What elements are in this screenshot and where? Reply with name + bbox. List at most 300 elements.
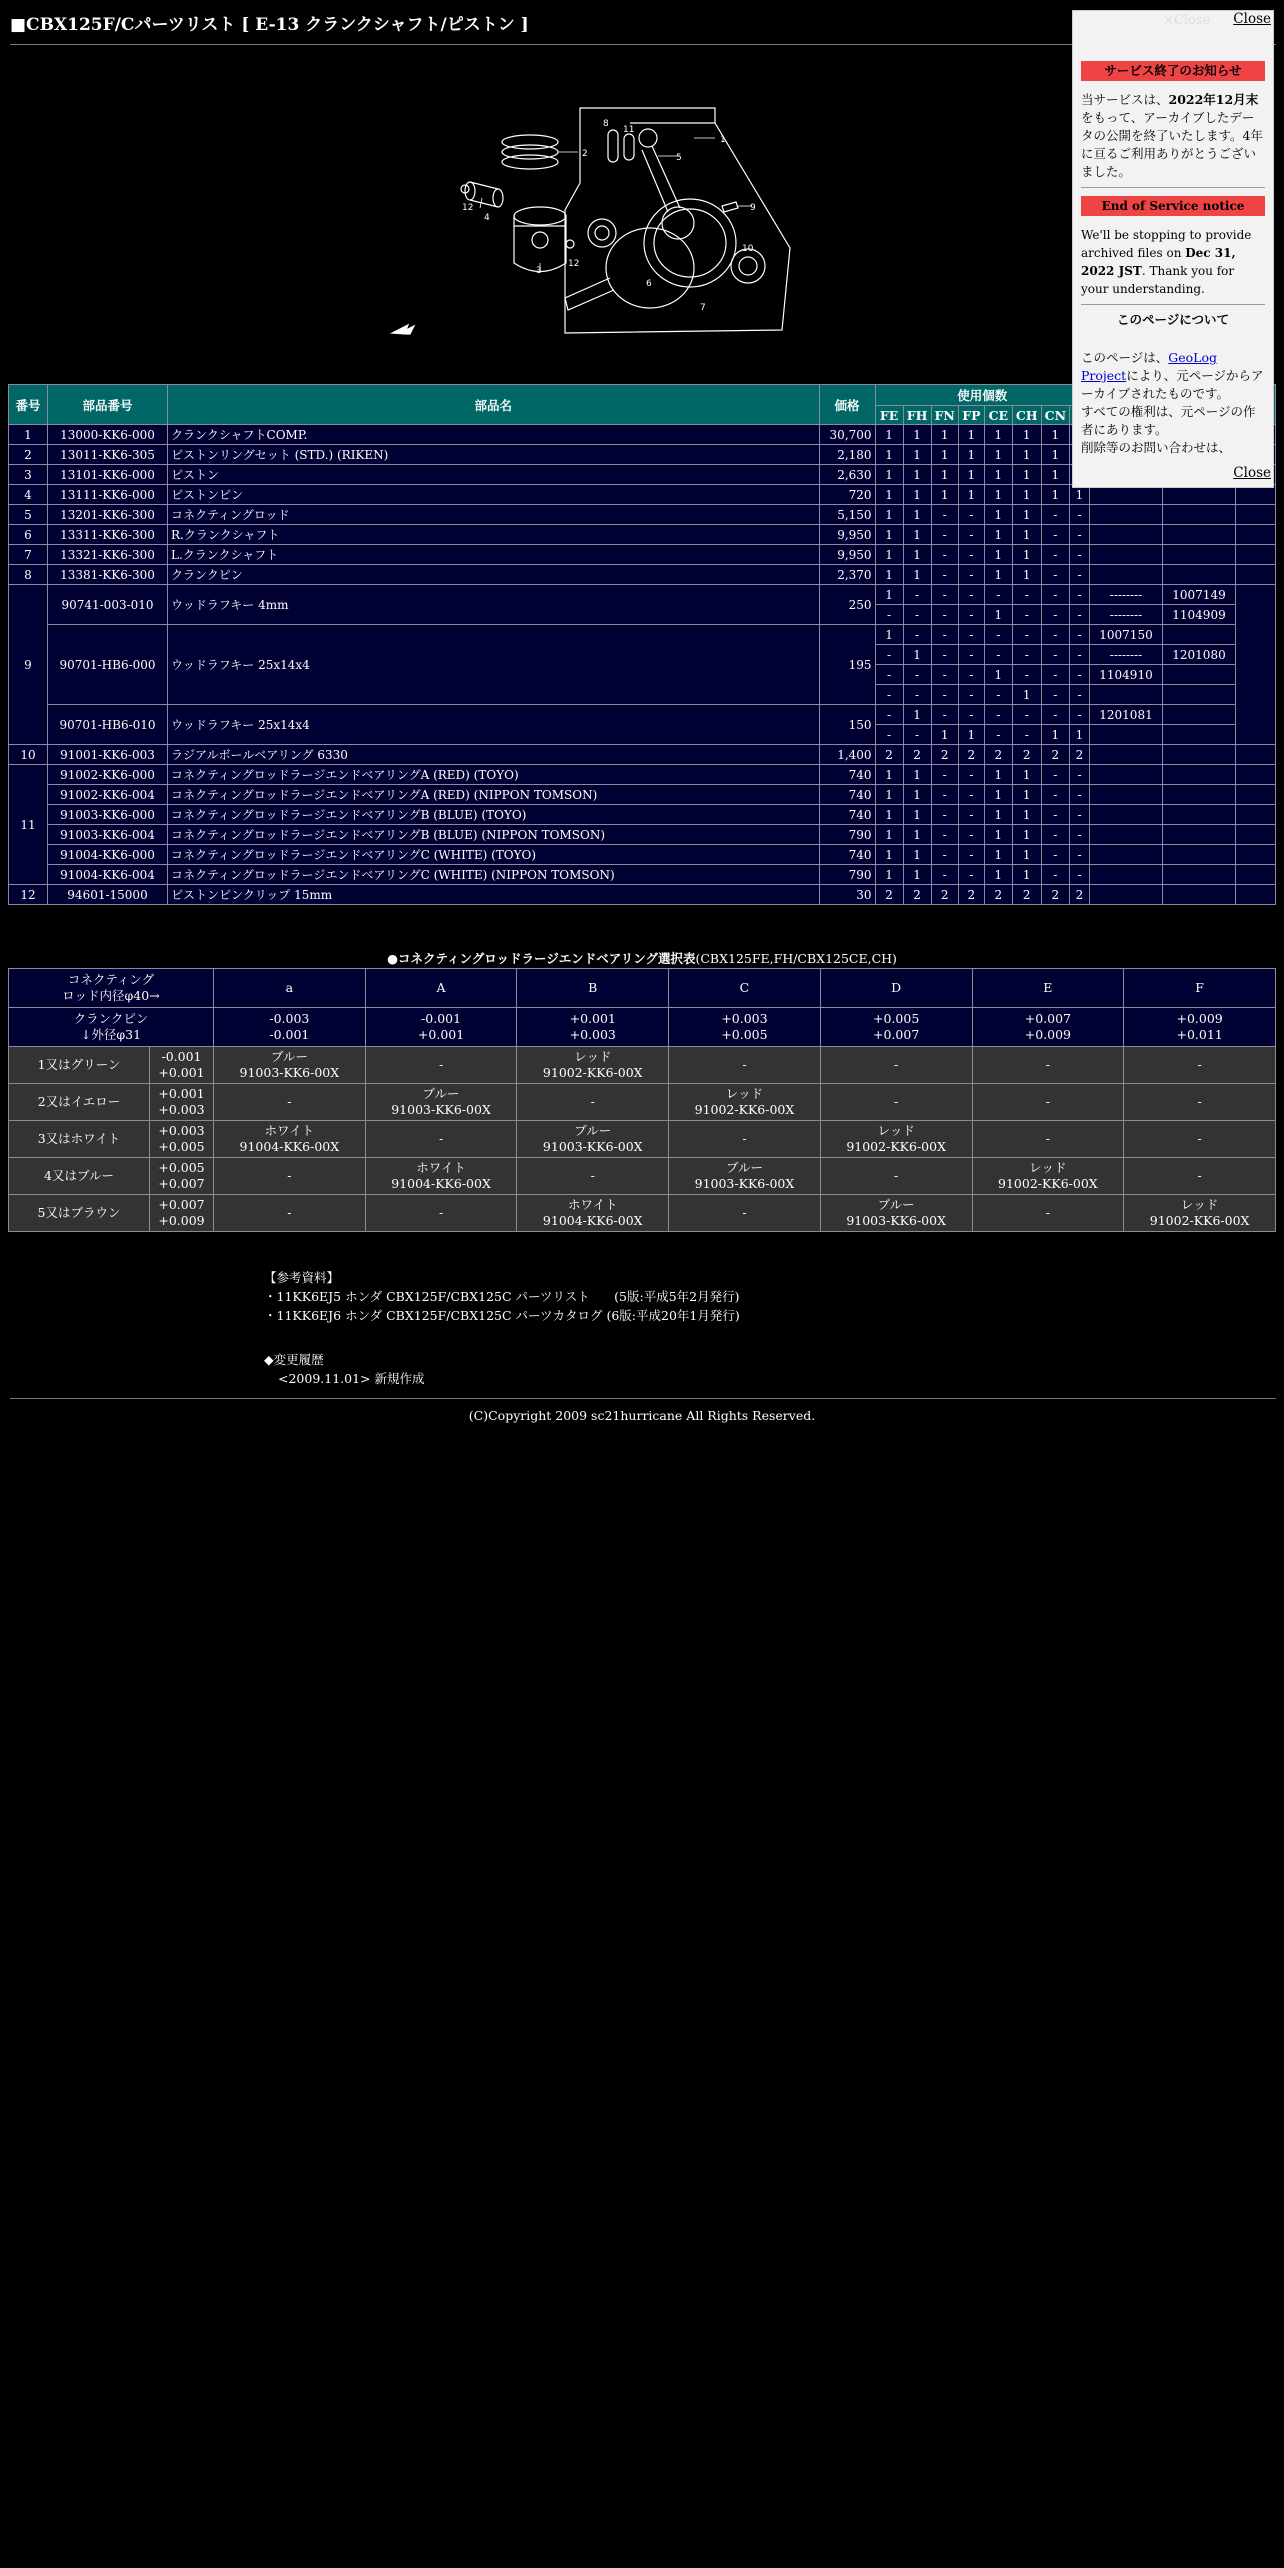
table-row <box>9 525 1276 545</box>
qty-cell: 2 <box>875 885 903 905</box>
remarks <box>1236 765 1276 785</box>
qty-cell: - <box>931 505 958 525</box>
rod-tolerance: +0.003 +0.005 <box>669 1008 821 1047</box>
diagram-label-7: 7 <box>700 303 706 313</box>
part-number: 13311-KK6-300 <box>48 525 168 545</box>
qty-cell: 1 <box>1041 465 1069 485</box>
qty-cell: - <box>1070 625 1090 645</box>
part-name: コネクティングロッド <box>168 505 820 525</box>
header-model-cn: CN <box>1041 406 1069 425</box>
header-usage: 使用個数 <box>875 385 1089 406</box>
serial-to: 1007149 <box>1163 585 1236 605</box>
qty-cell: 2 <box>958 745 984 765</box>
part-number: 94601-15000 <box>48 885 168 905</box>
remarks <box>1236 585 1276 745</box>
qty-cell: - <box>1041 605 1069 625</box>
bearing-selection: レッド 91002-KK6-00X <box>1124 1195 1276 1232</box>
qty-cell: - <box>984 725 1012 745</box>
header-price: 価格 <box>819 385 875 425</box>
qty-cell: - <box>958 765 984 785</box>
bearing-selection: - <box>669 1047 821 1084</box>
qty-cell: - <box>984 625 1012 645</box>
qty-cell: - <box>1012 665 1041 685</box>
part-name: コネクティングロッドラージエンドベアリングC (WHITE) (TOYO) <box>168 845 820 865</box>
part-number: 13011-KK6-305 <box>48 445 168 465</box>
qty-cell: 1 <box>875 565 903 585</box>
table-row <box>9 1195 1276 1232</box>
qty-cell: 1 <box>1012 565 1041 585</box>
notice-en-pre: We'll be stopping to provide archived files on <box>1081 228 1252 260</box>
qty-cell: - <box>984 685 1012 705</box>
row-number: 9 <box>9 585 48 745</box>
bearing-selection: - <box>214 1158 366 1195</box>
row-number: 3 <box>9 465 48 485</box>
part-name: L.クランクシャフト <box>168 545 820 565</box>
qty-cell: 1 <box>875 485 903 505</box>
qty-cell: - <box>1070 665 1090 685</box>
qty-cell: - <box>1070 505 1090 525</box>
serial-to <box>1163 665 1236 685</box>
footer-divider <box>10 1398 1276 1399</box>
notice-jp-body <box>1081 91 1265 181</box>
bearing-selection: - <box>1124 1047 1276 1084</box>
qty-cell: 1 <box>1070 485 1090 505</box>
references-heading: 【参考資料】 <box>264 1270 340 1285</box>
header-part-number: 部品番号 <box>48 385 168 425</box>
notice-about-body <box>1081 349 1265 457</box>
serial-to <box>1163 525 1236 545</box>
crankpin-grade: 2又はイエロー <box>9 1084 150 1121</box>
rod-grade-a: a <box>214 969 366 1008</box>
part-number: 13111-KK6-000 <box>48 485 168 505</box>
qty-cell: 1 <box>1012 445 1041 465</box>
row-number: 7 <box>9 545 48 565</box>
notice-ghost-close: ×Close <box>1163 13 1211 28</box>
qty-cell: - <box>958 785 984 805</box>
notice-en-body <box>1081 226 1265 298</box>
rod-grade-D: D <box>820 969 972 1008</box>
rod-grade-B: B <box>517 969 669 1008</box>
crankpin-grade: 4又はブルー <box>9 1158 150 1195</box>
serial-from: -------- <box>1090 605 1163 625</box>
remarks <box>1236 885 1276 905</box>
qty-cell: 1 <box>958 425 984 445</box>
price: 2,180 <box>819 445 875 465</box>
woodruff-key <box>722 202 738 212</box>
part-name: コネクティングロッドラージエンドベアリングB (BLUE) (TOYO) <box>168 805 820 825</box>
notice-en-date: Dec 31, 2022 JST <box>1081 246 1236 278</box>
part-number: 13000-KK6-000 <box>48 425 168 445</box>
remarks <box>1236 865 1276 885</box>
qty-cell: - <box>958 605 984 625</box>
qty-cell: 1 <box>875 445 903 465</box>
rod-tolerance: +0.007 +0.009 <box>972 1008 1124 1047</box>
diagram-label-11: 11 <box>623 125 635 135</box>
direction-arrow-icon <box>392 325 414 334</box>
qty-cell: 1 <box>875 545 903 565</box>
rod-bore-label: コネクティング ロッド内径φ40→ <box>9 969 214 1008</box>
qty-cell: 1 <box>903 865 931 885</box>
qty-cell: - <box>1041 705 1069 725</box>
header-model-fh: FH <box>903 406 931 425</box>
qty-cell: 2 <box>1070 745 1090 765</box>
qty-cell: 1 <box>931 465 958 485</box>
table-row <box>9 565 1276 585</box>
qty-cell: 1 <box>875 865 903 885</box>
price: 9,950 <box>819 525 875 545</box>
qty-cell: - <box>1070 845 1090 865</box>
qty-cell: 1 <box>903 825 931 845</box>
serial-to <box>1163 625 1236 645</box>
serial-to <box>1163 565 1236 585</box>
bearing-selection: レッド 91002-KK6-00X <box>669 1084 821 1121</box>
price: 250 <box>819 585 875 625</box>
qty-cell: - <box>958 685 984 705</box>
qty-cell: 1 <box>903 425 931 445</box>
qty-cell: - <box>1041 585 1069 605</box>
part-number: 91004-KK6-000 <box>48 845 168 865</box>
part-name: クランクシャフトCOMP. <box>168 425 820 445</box>
bearing-selection-table <box>8 968 1276 1232</box>
qty-cell: - <box>1041 525 1069 545</box>
table-row <box>9 765 1276 785</box>
page-title: ■CBX125F/Cパーツリスト [ E-13 クランクシャフト/ピストン ] <box>10 15 529 35</box>
bearing-selection: - <box>214 1195 366 1232</box>
price: 30,700 <box>819 425 875 445</box>
qty-cell: 1 <box>1012 865 1041 885</box>
bearing-selection: - <box>972 1121 1124 1158</box>
price: 790 <box>819 825 875 845</box>
price: 2,630 <box>819 465 875 485</box>
qty-cell: - <box>931 705 958 725</box>
price: 740 <box>819 845 875 865</box>
qty-cell: 1 <box>1041 485 1069 505</box>
part-number: 91003-KK6-004 <box>48 825 168 845</box>
qty-cell: 1 <box>1041 425 1069 445</box>
table-row <box>9 1047 1276 1084</box>
crankpin-grade: 3又はホワイト <box>9 1121 150 1158</box>
qty-cell: - <box>931 825 958 845</box>
qty-cell: 1 <box>1012 685 1041 705</box>
crankpin-tolerance: -0.001 +0.001 <box>150 1047 214 1084</box>
qty-cell: 2 <box>903 885 931 905</box>
qty-cell: - <box>1070 825 1090 845</box>
qty-cell: - <box>1070 585 1090 605</box>
part-number: 91003-KK6-000 <box>48 805 168 825</box>
qty-cell: - <box>1070 525 1090 545</box>
part-name: コネクティングロッドラージエンドベアリングC (WHITE) (NIPPON TOMSON) <box>168 865 820 885</box>
qty-cell: 1 <box>958 725 984 745</box>
rod-grade-A: A <box>365 969 517 1008</box>
qty-cell: - <box>903 665 931 685</box>
qty-cell: - <box>984 585 1012 605</box>
qty-cell: - <box>931 685 958 705</box>
qty-cell: 1 <box>903 765 931 785</box>
qty-cell: 1 <box>1012 805 1041 825</box>
qty-cell: 1 <box>1012 825 1041 845</box>
connecting-rod <box>639 129 694 239</box>
qty-cell: - <box>875 725 903 745</box>
qty-cell: - <box>931 785 958 805</box>
diagram-label-6: 6 <box>646 279 652 289</box>
notice-jp-date: 2022年12月末 <box>1168 92 1259 107</box>
part-number: 91002-KK6-004 <box>48 785 168 805</box>
serial-to <box>1163 545 1236 565</box>
qty-cell: - <box>958 805 984 825</box>
serial-from <box>1090 865 1163 885</box>
qty-cell: - <box>1041 845 1069 865</box>
part-name: ウッドラフキー 25x14x4 <box>168 625 820 705</box>
header-model-fe: FE <box>875 406 903 425</box>
serial-from <box>1090 725 1163 745</box>
qty-cell: 1 <box>958 465 984 485</box>
qty-cell: - <box>875 685 903 705</box>
qty-cell: 1 <box>875 845 903 865</box>
part-name: ピストンリングセット (STD.) (RIKEN) <box>168 445 820 465</box>
serial-from: -------- <box>1090 645 1163 665</box>
remarks <box>1236 505 1276 525</box>
qty-cell: 1 <box>984 565 1012 585</box>
qty-cell: 1 <box>984 825 1012 845</box>
qty-cell: - <box>931 645 958 665</box>
diagram-label-3: 3 <box>536 266 542 276</box>
qty-cell: - <box>958 845 984 865</box>
bearing-selection: - <box>972 1084 1124 1121</box>
history-heading: ◆変更履歴 <box>264 1352 324 1367</box>
qty-cell: - <box>1070 865 1090 885</box>
price: 740 <box>819 785 875 805</box>
bearing-selection: - <box>1124 1084 1276 1121</box>
notice-jp-title: サービス終了のお知らせ <box>1081 61 1265 81</box>
qty-cell: 1 <box>931 725 958 745</box>
qty-cell: - <box>1070 765 1090 785</box>
qty-cell: 1 <box>903 505 931 525</box>
part-number: 90701-HB6-000 <box>48 625 168 705</box>
header-part-name: 部品名 <box>168 385 820 425</box>
part-name: ラジアルボールベアリング 6330 <box>168 745 820 765</box>
diagram-label-10: 10 <box>742 244 754 254</box>
change-history <box>264 1350 425 1388</box>
table-row <box>9 845 1276 865</box>
qty-cell: - <box>931 605 958 625</box>
close-button-top[interactable]: Close <box>1233 11 1271 27</box>
serial-from <box>1090 685 1163 705</box>
qty-cell: - <box>958 865 984 885</box>
bearing-selection: レッド 91002-KK6-00X <box>820 1121 972 1158</box>
crankshaft <box>565 199 736 310</box>
qty-cell: 1 <box>984 605 1012 625</box>
serial-from <box>1090 825 1163 845</box>
qty-cell: - <box>931 665 958 685</box>
part-number: 91001-KK6-003 <box>48 745 168 765</box>
qty-cell: 1 <box>875 465 903 485</box>
qty-cell: - <box>931 525 958 545</box>
table-row <box>9 705 1276 725</box>
price: 2,370 <box>819 565 875 585</box>
serial-to: 1104909 <box>1163 605 1236 625</box>
table-row <box>9 885 1276 905</box>
remarks <box>1236 825 1276 845</box>
close-button-bottom[interactable]: Close <box>1233 465 1271 481</box>
serial-from <box>1090 765 1163 785</box>
rod-tolerance: +0.001 +0.003 <box>517 1008 669 1047</box>
header-model-fp: FP <box>958 406 984 425</box>
bearing-selection: ブルー 91003-KK6-00X <box>517 1121 669 1158</box>
qty-cell: - <box>1070 545 1090 565</box>
qty-cell: 1 <box>875 785 903 805</box>
ball-bearing <box>731 249 765 283</box>
qty-cell: 1 <box>903 565 931 585</box>
rod-tolerance: -0.001 +0.001 <box>365 1008 517 1047</box>
notice-about-rights: すべての権利は、元ページの作者にあります。 <box>1081 404 1256 437</box>
qty-cell: - <box>903 625 931 645</box>
bearing-selection: ブルー 91003-KK6-00X <box>365 1084 517 1121</box>
diagram-label-12a: 12 <box>462 203 474 213</box>
serial-from: 1104910 <box>1090 665 1163 685</box>
qty-cell: 1 <box>1041 445 1069 465</box>
notice-about-post: により、元ページからアーカイブされたものです。 <box>1081 368 1264 401</box>
serial-to <box>1163 745 1236 765</box>
serial-from <box>1090 805 1163 825</box>
bearing-table-caption <box>0 949 1284 967</box>
qty-cell: - <box>958 545 984 565</box>
notice-divider <box>1081 187 1265 188</box>
row-number: 10 <box>9 745 48 765</box>
price: 740 <box>819 805 875 825</box>
qty-cell: - <box>1012 645 1041 665</box>
qty-cell: 2 <box>984 745 1012 765</box>
price: 150 <box>819 705 875 745</box>
qty-cell: - <box>875 605 903 625</box>
notice-jp-post: をもって、アーカイブしたデータの公開を終了いたします。4年に亘るご利用ありがとうございました。 <box>1081 110 1263 179</box>
qty-cell: 1 <box>875 805 903 825</box>
notice-divider <box>1081 304 1265 305</box>
qty-cell: - <box>903 725 931 745</box>
qty-cell: 2 <box>1070 885 1090 905</box>
notice-jp-pre: 当サービスは、 <box>1081 92 1169 107</box>
qty-cell: 1 <box>875 765 903 785</box>
diagram-label-12b: 12 <box>568 259 580 269</box>
qty-cell: - <box>1041 625 1069 645</box>
bearing-selection: ブルー 91003-KK6-00X <box>214 1047 366 1084</box>
serial-to <box>1163 765 1236 785</box>
table-row <box>9 1121 1276 1158</box>
part-name: ウッドラフキー 4mm <box>168 585 820 625</box>
qty-cell: - <box>875 665 903 685</box>
qty-cell: 1 <box>903 785 931 805</box>
diagram-label-9: 9 <box>750 203 756 213</box>
bearing-selection: - <box>517 1158 669 1195</box>
part-name: ピストン <box>168 465 820 485</box>
qty-cell: 1 <box>1012 765 1041 785</box>
geolog-project-link[interactable]: GeoLog Project <box>1081 350 1218 383</box>
serial-from: -------- <box>1090 585 1163 605</box>
qty-cell: - <box>1041 825 1069 845</box>
qty-cell: 1 <box>984 425 1012 445</box>
part-name: R.クランクシャフト <box>168 525 820 545</box>
bearing-selection: - <box>1124 1158 1276 1195</box>
row-number: 12 <box>9 885 48 905</box>
qty-cell: 1 <box>1012 845 1041 865</box>
header-model-fn: FN <box>931 406 958 425</box>
serial-from <box>1090 505 1163 525</box>
table-row <box>9 545 1276 565</box>
serial-from <box>1090 845 1163 865</box>
qty-cell: 1 <box>984 765 1012 785</box>
qty-cell: - <box>1070 805 1090 825</box>
bearing-selection: - <box>517 1084 669 1121</box>
row-number: 8 <box>9 565 48 585</box>
qty-cell: - <box>984 705 1012 725</box>
serial-from <box>1090 885 1163 905</box>
qty-cell: - <box>1041 805 1069 825</box>
part-name: ピストンピン <box>168 485 820 505</box>
qty-cell: - <box>1070 705 1090 725</box>
bearing-selection: - <box>669 1121 821 1158</box>
qty-cell: 1 <box>903 445 931 465</box>
crankpin-tolerance: +0.003 +0.005 <box>150 1121 214 1158</box>
header-number: 番号 <box>9 385 48 425</box>
qty-cell: - <box>1041 765 1069 785</box>
qty-cell: 2 <box>1012 745 1041 765</box>
serial-to <box>1163 885 1236 905</box>
serial-to <box>1163 705 1236 725</box>
bearing-selection: ブルー 91003-KK6-00X <box>820 1195 972 1232</box>
part-name: クランクピン <box>168 565 820 585</box>
crankpin-grade: 1又はグリーン <box>9 1047 150 1084</box>
diagram-label-2: 2 <box>582 149 588 159</box>
qty-cell: - <box>1041 565 1069 585</box>
qty-cell: - <box>958 585 984 605</box>
serial-from <box>1090 745 1163 765</box>
qty-cell: - <box>931 545 958 565</box>
notice-about-title: このページについて <box>1116 312 1229 327</box>
crankpin-od-label: クランクピン ↓外径φ31 <box>9 1008 214 1047</box>
qty-cell: 2 <box>903 745 931 765</box>
qty-cell: - <box>1012 605 1041 625</box>
qty-cell: - <box>958 665 984 685</box>
qty-cell: 1 <box>903 545 931 565</box>
notice-about-pre: このページは、 <box>1081 350 1169 365</box>
qty-cell: - <box>984 645 1012 665</box>
part-name: ピストンピンクリップ 15mm <box>168 885 820 905</box>
rod-grade-C: C <box>669 969 821 1008</box>
qty-cell: 1 <box>984 485 1012 505</box>
bearing-selection: - <box>365 1195 517 1232</box>
qty-cell: 1 <box>875 425 903 445</box>
serial-to <box>1163 865 1236 885</box>
qty-cell: - <box>931 805 958 825</box>
reference-item: ・11KK6EJ6 ホンダ CBX125F/CBX125C パーツカタログ (6版:平成20年1月発行) <box>264 1308 740 1323</box>
price: 9,950 <box>819 545 875 565</box>
qty-cell: - <box>1070 685 1090 705</box>
serial-to <box>1163 825 1236 845</box>
crankpin-grade: 5又はブラウン <box>9 1195 150 1232</box>
row-number: 4 <box>9 485 48 505</box>
bearing-selection: - <box>365 1121 517 1158</box>
serial-from: 1007150 <box>1090 625 1163 645</box>
qty-cell: 1 <box>1070 725 1090 745</box>
qty-cell: 1 <box>903 845 931 865</box>
bearing-selection: ホワイト 91004-KK6-00X <box>214 1121 366 1158</box>
qty-cell: 1 <box>875 525 903 545</box>
price: 790 <box>819 865 875 885</box>
qty-cell: 1 <box>958 445 984 465</box>
serial-from <box>1090 525 1163 545</box>
qty-cell: - <box>958 705 984 725</box>
row-number: 2 <box>9 445 48 465</box>
header-model-ce: CE <box>984 406 1012 425</box>
